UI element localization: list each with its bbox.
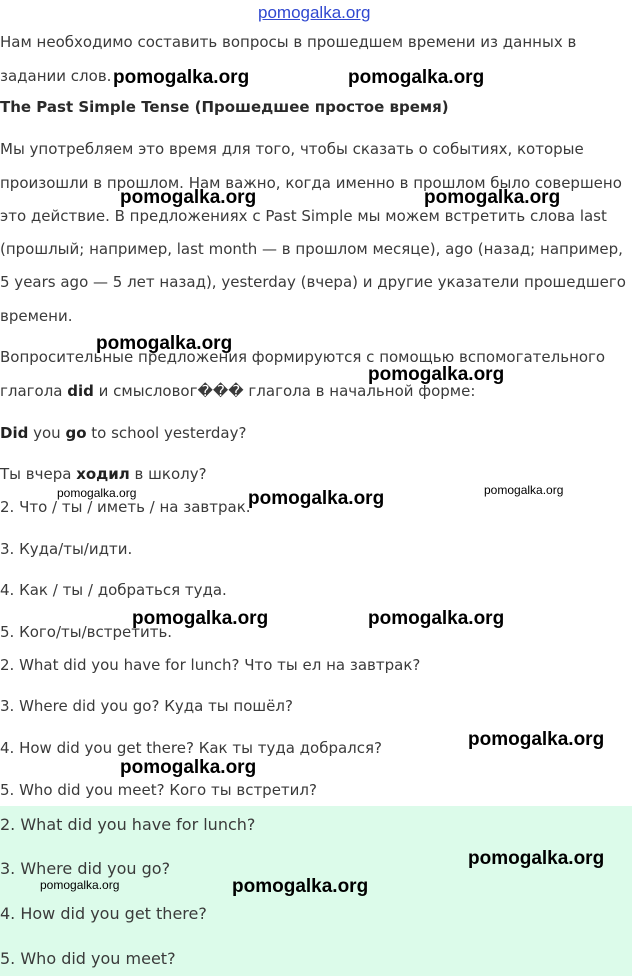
- watermark: pomogalka.org: [113, 67, 250, 88]
- text-span: в школу?: [129, 465, 207, 483]
- answer-2: 2. What did you have for lunch?: [0, 815, 256, 834]
- text-span: to school yesterday?: [86, 424, 247, 442]
- heading: The Past Simple Tense (Прошедшее простое время): [0, 98, 449, 116]
- watermark: pomogalka.org: [348, 67, 485, 88]
- bold-did: Did: [0, 424, 29, 442]
- watermark: pomogalka.org: [120, 187, 257, 208]
- paragraph1-line-2: произошли в прошлом. Нам важно, когда именно в прошлом было совершено: [0, 174, 622, 192]
- paragraph1-line-5: 5 years ago — 5 лет назад), yesterday (вчера) и другие указатели прошедшего: [0, 273, 626, 291]
- bold-go: go: [65, 424, 87, 442]
- task-word-5: 5. Кого/ты/встретить.: [0, 623, 173, 641]
- paragraph2-line-1: Вопросительные предложения формируются с помощью вспомогательного: [0, 348, 606, 366]
- example-russian: [0, 464, 207, 484]
- example-english: [0, 423, 246, 443]
- watermark: pomogalka.org: [468, 729, 605, 750]
- answer-3: 3. Where did you go?: [0, 859, 171, 878]
- watermark: pomogalka.org: [258, 3, 371, 22]
- watermark: pomogalka.org: [232, 876, 369, 897]
- task-word-2: 2. Что / ты / иметь / на завтрак.: [0, 498, 251, 516]
- text-span: и смысловог��� глагола в начальной форме:: [93, 382, 476, 400]
- watermark: pomogalka.org: [468, 848, 605, 869]
- bold-did: did: [67, 382, 94, 400]
- watermark: pomogalka.org: [132, 608, 269, 629]
- intro-line-1: Нам необходимо составить вопросы в прошедшем времени из данных в: [0, 33, 577, 51]
- translation-3: 3. Where did you go? Куда ты пошёл?: [0, 697, 293, 715]
- text-span: глагола: [0, 382, 68, 400]
- watermark: pomogalka.org: [484, 483, 564, 497]
- text-span: you: [28, 424, 66, 442]
- text-span: Ты вчера: [0, 465, 77, 483]
- intro-line-2: задании слов.: [0, 67, 112, 85]
- paragraph1-line-3: это действие. В предложениях с Past Simple мы можем встретить слова last: [0, 207, 607, 225]
- watermark: pomogalka.org: [248, 488, 385, 509]
- watermark: pomogalka.org: [120, 757, 257, 778]
- watermark: pomogalka.org: [368, 364, 505, 385]
- task-word-4: 4. Как / ты / добраться туда.: [0, 581, 227, 599]
- watermark: pomogalka.org: [40, 878, 120, 892]
- paragraph1-line-6: времени.: [0, 307, 73, 325]
- watermark: pomogalka.org: [96, 333, 233, 354]
- answer-5: 5. Who did you meet?: [0, 949, 176, 968]
- bold-hodil: ходил: [76, 465, 130, 483]
- translation-4: 4. How did you get there? Как ты туда добрался?: [0, 739, 382, 757]
- task-word-3: 3. Куда/ты/идти.: [0, 540, 133, 558]
- watermark: pomogalka.org: [424, 187, 561, 208]
- answer-4: 4. How did you get there?: [0, 904, 207, 923]
- watermark: pomogalka.org: [57, 486, 137, 500]
- paragraph1-line-1: Мы употребляем это время для того, чтобы сказать о событиях, которые: [0, 140, 584, 158]
- paragraph1-line-4: (прошлый; например, last month — в прошлом месяце), ago (назад; например,: [0, 240, 623, 258]
- translation-2: 2. What did you have for lunch? Что ты ел на завтрак?: [0, 656, 421, 674]
- watermark: pomogalka.org: [368, 608, 505, 629]
- translation-5: 5. Who did you meet? Кого ты встретил?: [0, 781, 317, 799]
